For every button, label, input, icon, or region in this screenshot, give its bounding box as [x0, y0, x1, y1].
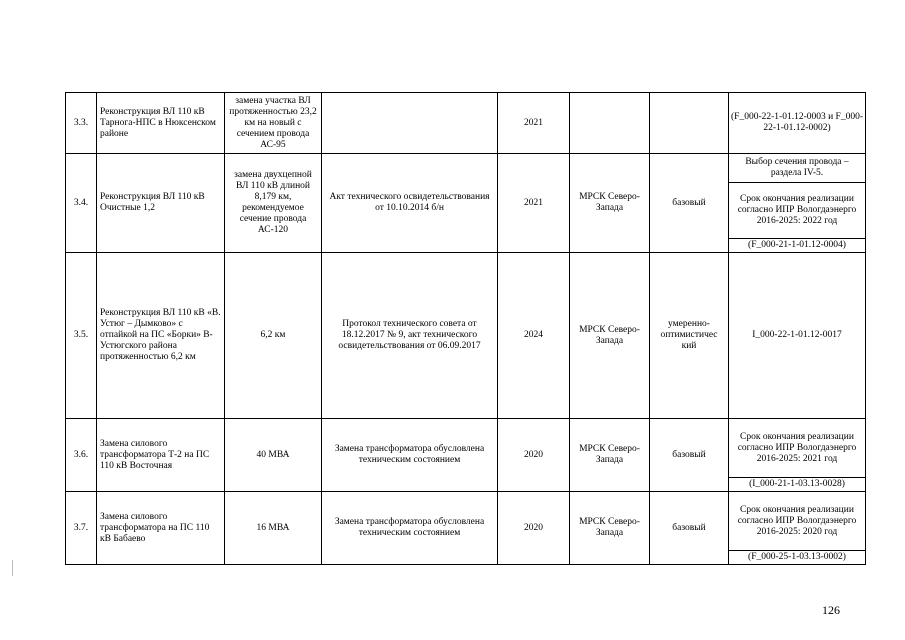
project-note: Срок окончания реализации согласно ИПР Вологдаэнерго 2016-2025: 2020 год [729, 492, 866, 551]
page-number: 126 [822, 603, 840, 617]
row-number: 3.7. [66, 492, 97, 565]
project-basis: Акт технического освидетельствования от 10.10.2014 б/н [322, 154, 498, 253]
project-scenario: базовый [650, 492, 729, 565]
project-note: (F_000-25-1-03.13-0002) [729, 551, 866, 565]
project-note: Срок окончания реализации согласно ИПР Вологдаэнерго 2016-2025: 2022 год [729, 183, 866, 239]
project-name: Реконструкция ВЛ 110 кВ Очистные 1,2 [97, 154, 225, 253]
project-name: Реконструкция ВЛ 110 кВ «В. Устюг – Дымково» с отпайкой на ПС «Борки» В-Устюгского района протяженностью 6,2 км [97, 253, 225, 419]
project-organization: МРСК Северо-Запада [570, 253, 650, 419]
project-table [65, 92, 866, 565]
project-scenario: базовый [650, 419, 729, 492]
project-scenario: умеренно-оптимистичес кий [650, 253, 729, 419]
project-organization [570, 93, 650, 154]
table-row [66, 492, 866, 551]
project-organization: МРСК Северо-Запада [570, 154, 650, 253]
project-basis: Замена трансформатора обусловлена техническим состоянием [322, 419, 498, 492]
project-note: Выбор сечения провода – раздела IV-5. [729, 154, 866, 183]
project-scenario: базовый [650, 154, 729, 253]
table-row [66, 93, 866, 154]
project-name: Реконструкция ВЛ 110 кВ Тарнога-НПС в Нюксенском районе [97, 93, 225, 154]
table-row [66, 253, 866, 419]
project-scenario [650, 93, 729, 154]
project-note: I_000-22-1-01.12-0017 [729, 253, 866, 419]
row-number: 3.4. [66, 154, 97, 253]
project-note: (F_000-21-1-01.12-0004) [729, 239, 866, 253]
project-year: 2021 [498, 154, 570, 253]
project-parameters: замена двухцепной ВЛ 110 кВ длиной 8,179 км, рекомендуемое сечение провода АС-120 [225, 154, 322, 253]
project-name: Замена силового трансформатора Т-2 на ПС 110 кВ Восточная [97, 419, 225, 492]
project-parameters: 40 МВА [225, 419, 322, 492]
project-note: (F_000-22-1-01.12-0003 и F_000-22-1-01.12-0002) [729, 93, 866, 154]
project-parameters: замена участка ВЛ протяженностью 23,2 км на новый с сечением провода АС-95 [225, 93, 322, 154]
project-note: (I_000-21-1-03.13-0028) [729, 478, 866, 492]
project-note: Срок окончания реализации согласно ИПР Вологдаэнерго 2016-2025: 2021 год [729, 419, 866, 478]
project-basis: Замена трансформатора обусловлена техническим состоянием [322, 492, 498, 565]
project-basis [322, 93, 498, 154]
project-year: 2021 [498, 93, 570, 154]
project-basis: Протокол технического совета от 18.12.2017 № 9, акт технического освидетельствования от 06.09.2017 [322, 253, 498, 419]
project-parameters: 16 МВА [225, 492, 322, 565]
project-name: Замена силового трансформатора на ПС 110 кВ Бабаево [97, 492, 225, 565]
row-number: 3.6. [66, 419, 97, 492]
project-year: 2020 [498, 419, 570, 492]
row-number: 3.3. [66, 93, 97, 154]
project-organization: МРСК Северо-Запада [570, 492, 650, 565]
row-number: 3.5. [66, 253, 97, 419]
project-year: 2024 [498, 253, 570, 419]
table-row [66, 154, 866, 183]
table-row [66, 419, 866, 478]
project-year: 2020 [498, 492, 570, 565]
scan-artifact [12, 560, 13, 576]
project-organization: МРСК Северо-Запада [570, 419, 650, 492]
project-parameters: 6,2 км [225, 253, 322, 419]
